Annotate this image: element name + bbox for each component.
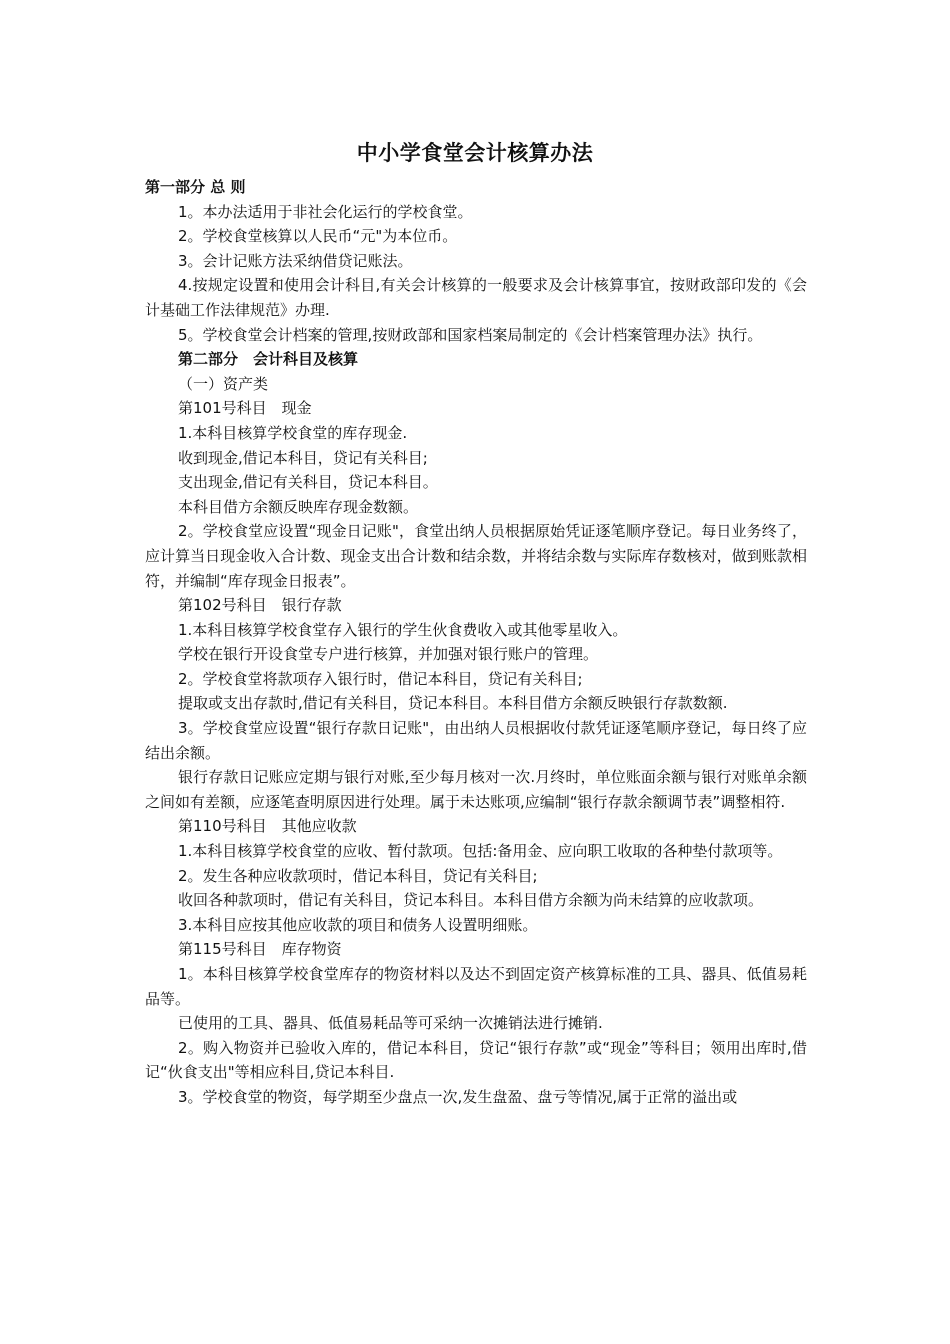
paragraph: 收到现金,借记本科目，贷记有关科目; (178, 448, 428, 467)
paragraph: 收回各种款项时，借记有关科目，贷记本科目。本科目借方余额为尚未结算的应收款项。 (178, 891, 764, 910)
paragraph: 2。学校食堂核算以人民币“元"为本位币。 (178, 227, 458, 246)
account-heading-115: 第115号科目 库存物资 (178, 940, 342, 959)
section-heading-general: 第一部分 总 则 (145, 178, 246, 196)
account-heading-101: 第101号科目 现金 (178, 399, 312, 418)
paragraph: 4.按规定设置和使用会计科目,有关会计核算的一般要求及会计核算事宜，按财政部印发的《会计基础工作法律规范》办理. (145, 276, 807, 319)
paragraph: 1。本科目核算学校食堂库存的物资材料以及达不到固定资产核算标准的工具、器具、低值易耗品等。 (145, 965, 807, 1008)
paragraph: 1.本科目核算学校食堂的库存现金. (178, 423, 408, 442)
paragraph: 3.本科目应按其他应收款的项目和债务人设置明细账。 (178, 915, 538, 934)
paragraph: 银行存款日记账应定期与银行对账,至少每月核对一次.月终时，单位账面余额与银行对账单余额之间如有差额，应逐笔查明原因进行处理。属于未达账项,应编制“银行存款余额调节表”调整相符. (145, 768, 807, 811)
paragraph: 1.本科目核算学校食堂存入银行的学生伙食费收入或其他零星收入。 (178, 620, 628, 639)
account-heading-110: 第110号科目 其他应收款 (178, 817, 357, 836)
subsection-heading-assets: （一）资产类 (178, 374, 269, 393)
paragraph: 本科目借方余额反映库存现金数额。 (178, 497, 419, 516)
section-heading-accounts: 第二部分 会计科目及核算 (178, 350, 359, 369)
paragraph: 1.本科目核算学校食堂的应收、暂付款项。包括:备用金、应向职工收取的各种垫付款项等。 (178, 842, 783, 861)
paragraph: 提取或支出存款时,借记有关科目，贷记本科目。本科目借方余额反映银行存款数额. (178, 694, 728, 713)
paragraph: 2。学校食堂应设置“现金日记账"，食堂出纳人员根据原始凭证逐笔顺序登记。每日业务终了，应计算当日现金收入合计数、现金支出合计数和结余数，并将结余数与实际库存数核对，做到账款相符，并编制“库存现金日报表”。 (145, 522, 807, 590)
paragraph: 3。学校食堂的物资，每学期至少盘点一次,发生盘盈、盘亏等情况,属于正常的溢出或 (178, 1087, 738, 1106)
paragraph: 2。发生各种应收款项时，借记本科目，贷记有关科目; (178, 866, 538, 885)
paragraph: 2。购入物资并已验收入库的，借记本科目，贷记“银行存款”或“现金”等科目；领用出库时,借记“伙食支出"等相应科目,贷记本科目. (145, 1038, 807, 1082)
paragraph: 1。本办法适用于非社会化运行的学校食堂。 (178, 202, 473, 221)
paragraph: 5。学校食堂会计档案的管理,按财政部和国家档案局制定的《会计档案管理办法》执行。 (178, 325, 763, 344)
document-title: 中小学食堂会计核算办法 (356, 141, 594, 165)
document-body (145, 175, 807, 1110)
paragraph: 3。会计记账方法采纳借贷记账法。 (178, 251, 413, 270)
paragraph: 2。学校食堂将款项存入银行时，借记本科目，贷记有关科目; (178, 669, 583, 688)
paragraph: 学校在银行开设食堂专户进行核算，并加强对银行账户的管理。 (178, 645, 599, 664)
paragraph: 3。学校食堂应设置“银行存款日记账"，由出纳人员根据收付款凭证逐笔顺序登记，每日终了应结出余额。 (145, 719, 807, 762)
paragraph: 已使用的工具、器具、低值易耗品等可采纳一次摊销法进行摊销. (178, 1014, 603, 1033)
paragraph: 支出现金,借记有关科目，贷记本科目。 (178, 473, 438, 492)
account-heading-102: 第102号科目 银行存款 (178, 596, 342, 615)
